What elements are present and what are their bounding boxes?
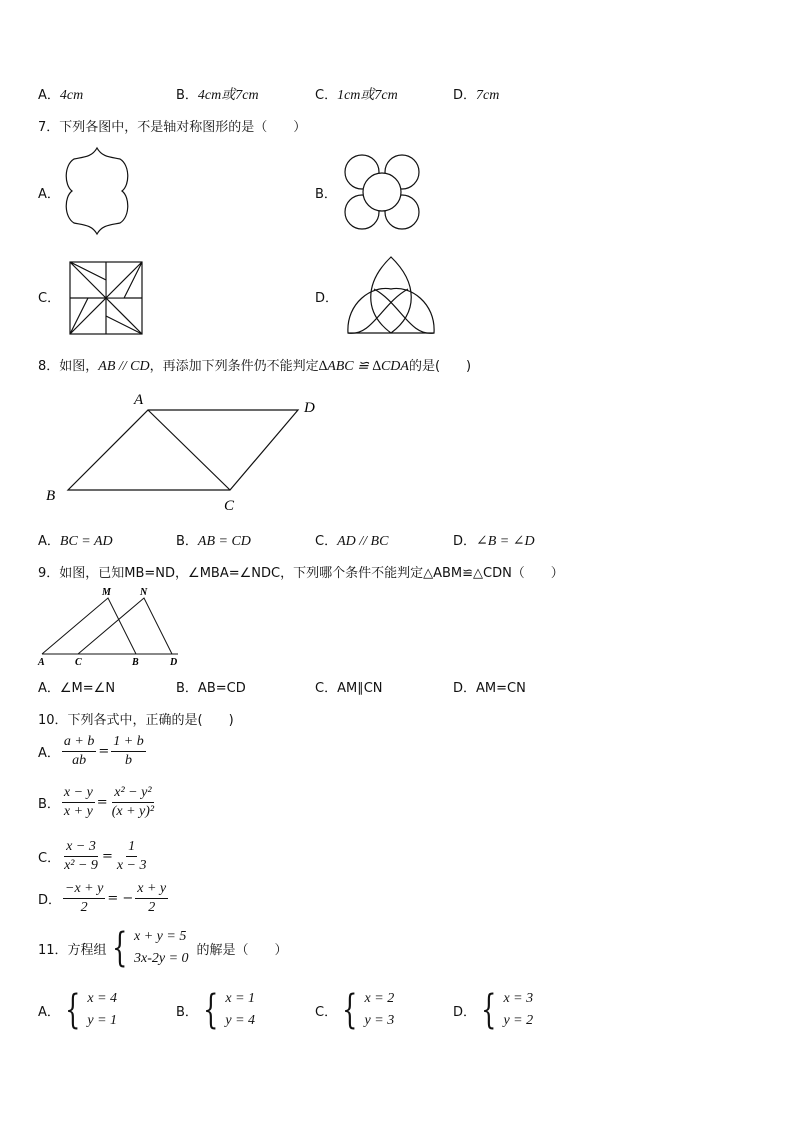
q10-option-d: D． $\frac{-x + y}{2}$ = − $\frac{x + y}{2}$ <box>38 881 167 915</box>
q6-option-d: D．7cm <box>453 88 500 103</box>
q9-point-n: N <box>140 587 148 598</box>
q11-option-c: C． { x = 2 y = 3 <box>315 987 395 1033</box>
q9-option-c: C．AM∥CN <box>315 681 383 696</box>
q10-c-left-fraction: $\frac{x - 3}{\text{x² − 9}}$ <box>64 839 98 873</box>
left-brace-icon: { <box>342 987 358 1033</box>
q9-triangle-cdn <box>78 598 172 654</box>
left-brace-icon: { <box>111 925 127 971</box>
q11-option-d: D． { x = 3 y = 2 <box>453 987 534 1033</box>
q10-d-left-fraction: $\frac{-x + y}{2}$ <box>65 881 104 915</box>
q11-stem: 11．方程组 { x + y = 5 3x-2y = 0 的解是（ ） <box>38 925 288 971</box>
q7-figure-a-vase <box>62 145 132 237</box>
q9-point-d: D <box>170 657 178 668</box>
q10-b-right-fraction: $\frac{\text{x² − y²}}{\text{(x + y)²}}$ <box>111 785 155 819</box>
q9-point-c: C <box>75 657 82 668</box>
q8-option-b: B．AB = CD <box>176 534 251 549</box>
q10-option-a: A． $\frac{a + b}{ab}$ = $\frac{1 + b}{b}$ <box>38 734 144 768</box>
q10-c-right-fraction: $\frac{1}{x - 3}$ <box>116 839 147 873</box>
q7-label-d: D． <box>315 291 339 306</box>
q8-point-b: B <box>46 488 56 504</box>
q10-d-right-fraction: $\frac{x + y}{2}$ <box>137 881 167 915</box>
q9-option-d: D．AM=CN <box>453 681 526 696</box>
q6-option-c: C．1cm或7cm <box>315 88 398 103</box>
left-brace-icon: { <box>481 987 497 1033</box>
q9-stem: 9．如图，已知MB=ND，∠MBA=∠NDC，下列哪个条件不能判定△ABM≌△CDN（ ） <box>38 566 564 581</box>
q9-point-a: A <box>38 657 45 668</box>
q8-point-a: A <box>134 392 144 408</box>
q8-point-d: D <box>304 400 315 416</box>
left-brace-icon: { <box>64 987 81 1033</box>
q10-a-left-fraction: $\frac{a + b}{ab}$ <box>63 734 95 768</box>
q9-option-b: B．AB=CD <box>176 681 246 696</box>
q7-figure-b-flower <box>340 150 424 234</box>
q7-label-c: C． <box>38 291 61 306</box>
q7-label-a: A． <box>38 187 60 202</box>
q9-point-m: M <box>102 587 111 598</box>
q8-point-c: C <box>224 498 235 514</box>
q10-a-right-fraction: $\frac{1 + b}{b}$ <box>113 734 144 768</box>
q10-b-left-fraction: $\frac{x - y}{x + y}$ <box>63 785 93 819</box>
q9-option-a: A．∠M=∠N <box>38 681 116 696</box>
q9-triangle-abm <box>42 598 136 654</box>
q8-diagonal-ac <box>148 410 230 490</box>
q6-option-b: B．4cm或7cm <box>176 88 259 103</box>
q9-point-b: B <box>132 657 139 668</box>
q8-parallelogram <box>68 410 298 490</box>
q10-option-b: B． $\frac{x - y}{x + y}$ = $\frac{\text{x² − y²}}{\text{(x + y)²}}$ <box>38 785 155 819</box>
q8-parallelogram-figure <box>40 388 330 514</box>
q10-stem: 10．下列各式中，正确的是( ) <box>38 713 234 728</box>
q9-triangles-figure <box>36 584 186 668</box>
q8-option-c: C．AD // BC <box>315 534 389 549</box>
q11-option-a: A． { x = 4 y = 1 <box>38 987 118 1033</box>
q8-option-d: D．∠B = ∠D <box>453 534 535 549</box>
q7-figure-d-triquetra <box>342 253 440 339</box>
q7-figure-c-pinwheel <box>68 260 144 336</box>
q7-stem: 7．下列各图中，不是轴对称图形的是（ ） <box>38 120 307 135</box>
left-brace-icon: { <box>203 987 219 1033</box>
q8-option-a: A．BC = AD <box>38 534 113 549</box>
q10-option-c: C． $\frac{x - 3}{\text{x² − 9}}$ = $\frac{1}{x - 3}$ <box>38 839 147 873</box>
q7-label-b: B． <box>315 187 337 202</box>
q8-stem: 8．如图，AB // CD，再添加下列条件仍不能判定∆ABC ≌ ∆CDA的是( ) <box>38 359 472 374</box>
q11-equation-system: { x + y = 5 3x-2y = 0 <box>111 925 189 971</box>
q11-option-b: B． { x = 1 y = 4 <box>176 987 256 1033</box>
q6-option-a: A．4cm <box>38 88 84 103</box>
